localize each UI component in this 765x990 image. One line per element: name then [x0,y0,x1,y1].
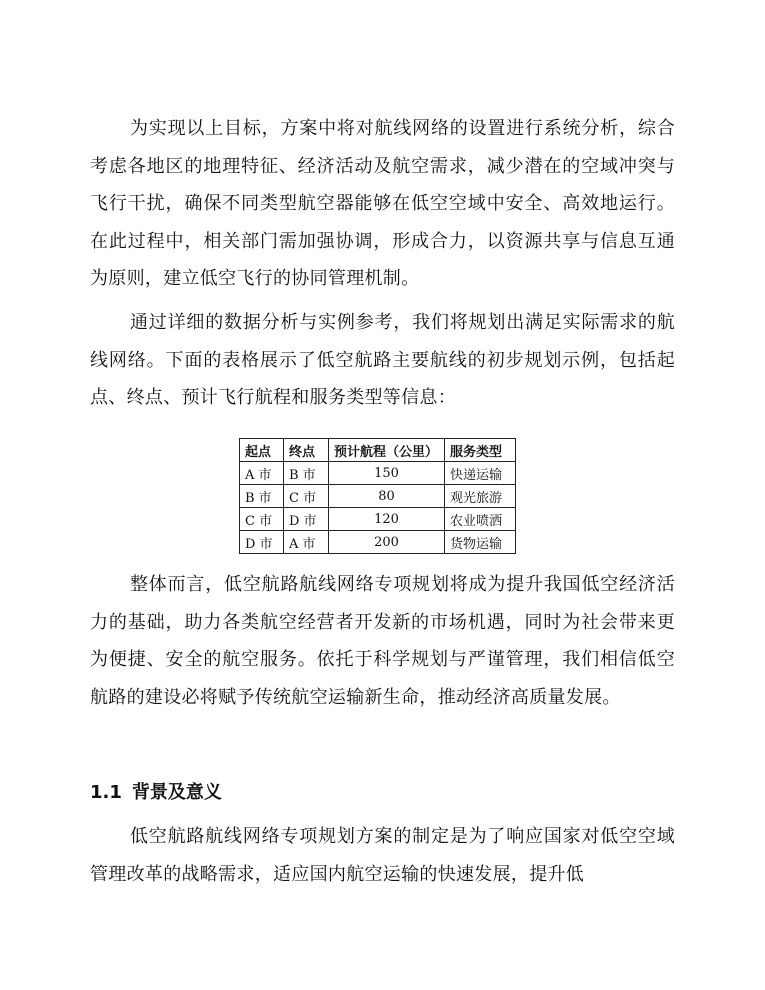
cell-distance: 150 [329,462,445,485]
route-planning-table [239,438,516,554]
cell-distance: 80 [329,485,445,508]
cell-destination: D 市 [284,508,329,531]
cell-service-type: 观光旅游 [445,485,516,508]
table-row [240,531,516,554]
cell-service-type: 快递运输 [445,462,516,485]
cell-service-type: 农业喷洒 [445,508,516,531]
cell-origin: C 市 [240,508,284,531]
cell-distance: 120 [329,508,445,531]
cell-destination: A 市 [284,531,329,554]
section-title: 背景及意义 [131,782,222,803]
cell-destination: B 市 [284,462,329,485]
table-row [240,508,516,531]
section-heading [90,778,222,804]
paragraph-objectives: 为实现以上目标，方案中将对航线网络的设置进行系统分析，综合考虑各地区的地理特征、经济活动及航空需求，减少潜在的空域冲突与飞行干扰，确保不同类型航空器能够在低空空域中安全、高效地运行。在此过程中，相关部门需加强协调，形成合力，以资源共享与信息互通为原则，建立低空飞行的协同管理机制。 [90,118,675,289]
cell-distance: 200 [329,531,445,554]
header-destination: 终点 [284,439,329,462]
table-header-row [240,439,516,462]
table-row [240,462,516,485]
cell-origin: A 市 [240,462,284,485]
header-distance: 预计航程（公里） [329,439,445,462]
paragraph-background: 低空航路航线网络专项规划方案的制定是为了响应国家对低空空域管理改革的战略需求，适应国内航空运输的快速发展，提升低 [90,826,675,885]
cell-origin: B 市 [240,485,284,508]
header-origin: 起点 [240,439,284,462]
paragraph-summary: 整体而言，低空航路航线网络专项规划将成为提升我国低空经济活力的基础，助力各类航空经营者开发新的市场机遇，同时为社会带来更为便捷、安全的航空服务。依托于科学规划与严谨管理，我们相信低空航路的建设必将赋予传统航空运输新生命，推动经济高质量发展。 [90,574,675,708]
paragraph-table-intro: 通过详细的数据分析与实例参考，我们将规划出满足实际需求的航线网络。下面的表格展示了低空航路主要航线的初步规划示例，包括起点、终点、预计飞行航程和服务类型等信息： [90,312,675,408]
cell-origin: D 市 [240,531,284,554]
table-row [240,485,516,508]
cell-destination: C 市 [284,485,329,508]
header-service-type: 服务类型 [445,439,516,462]
section-number: 1.1 [90,782,122,803]
cell-service-type: 货物运输 [445,531,516,554]
